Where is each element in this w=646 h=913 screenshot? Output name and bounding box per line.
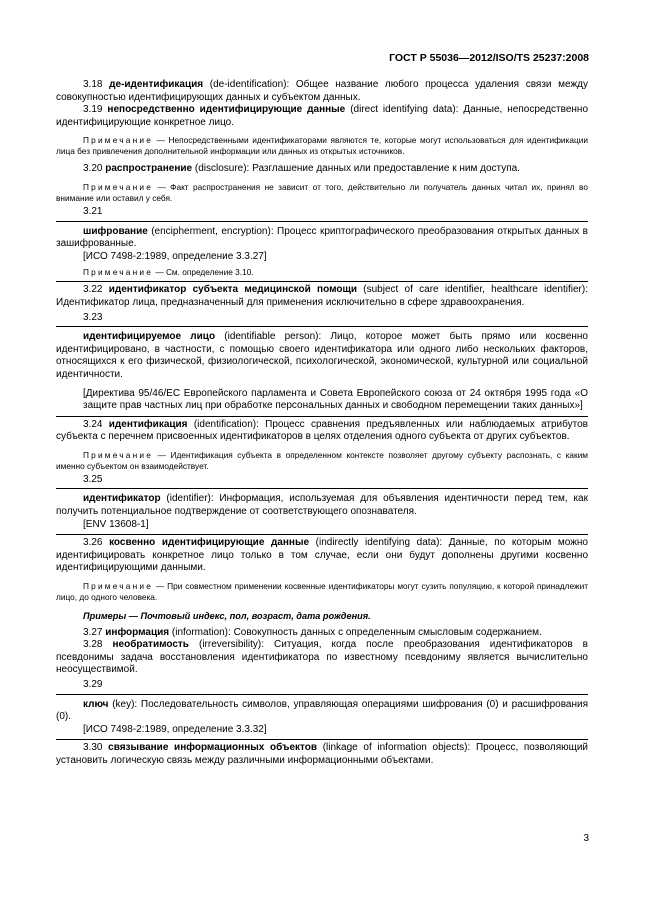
term: идентификатор xyxy=(83,493,161,505)
entry-3-26: 3.26 косвенно идентифицирующие данные (indirectly identifying data): Данные, по которым можно идентифицировать конкретное лицо только в том случае, если они будут дополнены другими косвенно идентифицирующими данными. xyxy=(56,537,588,574)
term: косвенно идентифицирующие данные xyxy=(109,537,310,549)
term: необратимость xyxy=(112,639,189,651)
term: информация xyxy=(105,626,170,638)
boxed-definition-3-25 xyxy=(56,488,588,535)
entry-3-19: 3.19 непосредственно идентифицирующие данные (direct identifying data): Данные, непосредственно идентифицирующие конкретное лицо. xyxy=(56,104,588,128)
entry-3-18: 3.18 де-идентификация (de-identification): Общее название любого процесса удаления связи между совокупностью идентифицирующих данных и субъектом данных. xyxy=(56,79,589,103)
note-3-21: Примечание — См. определение 3.10. xyxy=(83,267,254,278)
entry-3-20: 3.20 распространение (disclosure): Разглашение данных или предоставление к ним доступа. xyxy=(83,163,520,175)
entry-number-3-23: 3.23 xyxy=(83,311,103,323)
definition-source: [ENV 13608-1] xyxy=(83,518,149,530)
definition-text: шифрование (encipherment, encryption): Процесс криптографического преобразования открытых данных в зашифрованные. xyxy=(56,225,588,250)
definition-source: [Директива 95/46/ЕС Европейского парламента и Совета Европейского союза от 24 октября 1995 года «О защите прав частных лиц при обработке персональных данных и свободном перемещении таких данных»] xyxy=(83,387,588,412)
entry-3-22: 3.22 идентификатор субъекта медицинской помощи (subject of care identifier, healthcare identifier): Идентификатор лица, предназначенный для применения исключительно в сфере здравоохранения. xyxy=(56,284,588,308)
term: идентификация xyxy=(108,418,188,430)
entry-3-24: 3.24 идентификация (identification): Процесс сравнения предъявленных или наблюдаемых атрибутов субъекта с перечнем присвоенных идентификаторов в целях отделения одного субъекта от других субъектов. xyxy=(56,418,588,443)
term: идентифицируемое лицо xyxy=(83,331,216,343)
entry-3-30: 3.30 связывание информационных объектов (linkage of information objects): Процесс, позволяющий установить логическую связь между различными информационными объектами. xyxy=(56,742,589,766)
document-body xyxy=(56,79,588,768)
boxed-definition-3-21 xyxy=(56,221,588,283)
document-header: ГОСТ Р 55036—2012/ISO/TS 25237:2008 xyxy=(389,52,589,64)
definition-source: [ИСО 7498-2:1989, определение 3.3.27] xyxy=(83,250,267,262)
definition-text: идентифицируемое лицо (identifiable person): Лицо, которое может быть прямо или косвенно идентифицировано, в частности, с помощью своего идентификатора или одного либо нескольких факторов, относящихся к его физической, физиологической, психологической, экономической, культурной или социальной идентичности. xyxy=(56,331,588,380)
term: де-идентификация xyxy=(109,79,204,90)
definition-text: идентификатор (identifier): Информация, используемая для объявления идентичности перед тем, как получить потенциальное подтверждение от соответствующего опознавателя. xyxy=(56,493,588,518)
entry-number-3-21: 3.21 xyxy=(83,205,103,217)
entry-number-3-25: 3.25 xyxy=(83,473,103,485)
entry-3-28: 3.28 необратимость (irreversibility): Ситуация, когда после преобразования идентификаторов в псевдонимы задача восстановления идентификатора по известному псевдониму является вычислительно неосуществимой. xyxy=(56,639,588,676)
term: ключ xyxy=(83,698,109,710)
boxed-definition-3-23 xyxy=(56,326,588,417)
example-3-26: Примеры — Почтовый индекс, пол, возраст, дата рождения. xyxy=(83,611,371,622)
note-3-20: Примечание — Факт распространения не зависит от того, действительно ли получатель данных читал их, принял во внимание или оставил у себя. xyxy=(56,181,588,203)
term: распространение xyxy=(105,163,193,175)
entry-number-3-29: 3.29 xyxy=(83,679,103,690)
entry-3-27: 3.27 информация (information): Совокупность данных с определенным смысловым содержанием. xyxy=(83,626,542,638)
page-number: 3 xyxy=(583,833,589,844)
term: непосредственно идентифицирующие данные xyxy=(107,104,346,116)
term: шифрование xyxy=(83,225,148,237)
definition-source: [ИСО 7498-2:1989, определение 3.3.32] xyxy=(83,723,267,735)
term: идентификатор субъекта медицинской помощи xyxy=(108,284,358,296)
note-3-19: Примечание — Непосредственными идентификаторами являются те, которые могут использоваться для идентификации лица без привлечения дополнительной информации или данных из открытых источников. xyxy=(56,135,588,157)
definition-text: ключ (key): Последовательность символов, управляющая операциями шифрования (0) и расшифрования (0). xyxy=(56,698,588,723)
note-3-24: Примечание — Идентификация субъекта в определенном контексте позволяет другому субъекту распознать, с каким именно субъектом он взаимодействует. xyxy=(56,449,588,471)
boxed-definition-3-29 xyxy=(56,694,588,741)
term: связывание информационных объектов xyxy=(108,742,318,754)
note-3-26: Примечание — При совместном применении косвенные идентификаторы могут сузить популяцию, к которой принадлежит лицо, до одного человека. xyxy=(56,581,588,603)
